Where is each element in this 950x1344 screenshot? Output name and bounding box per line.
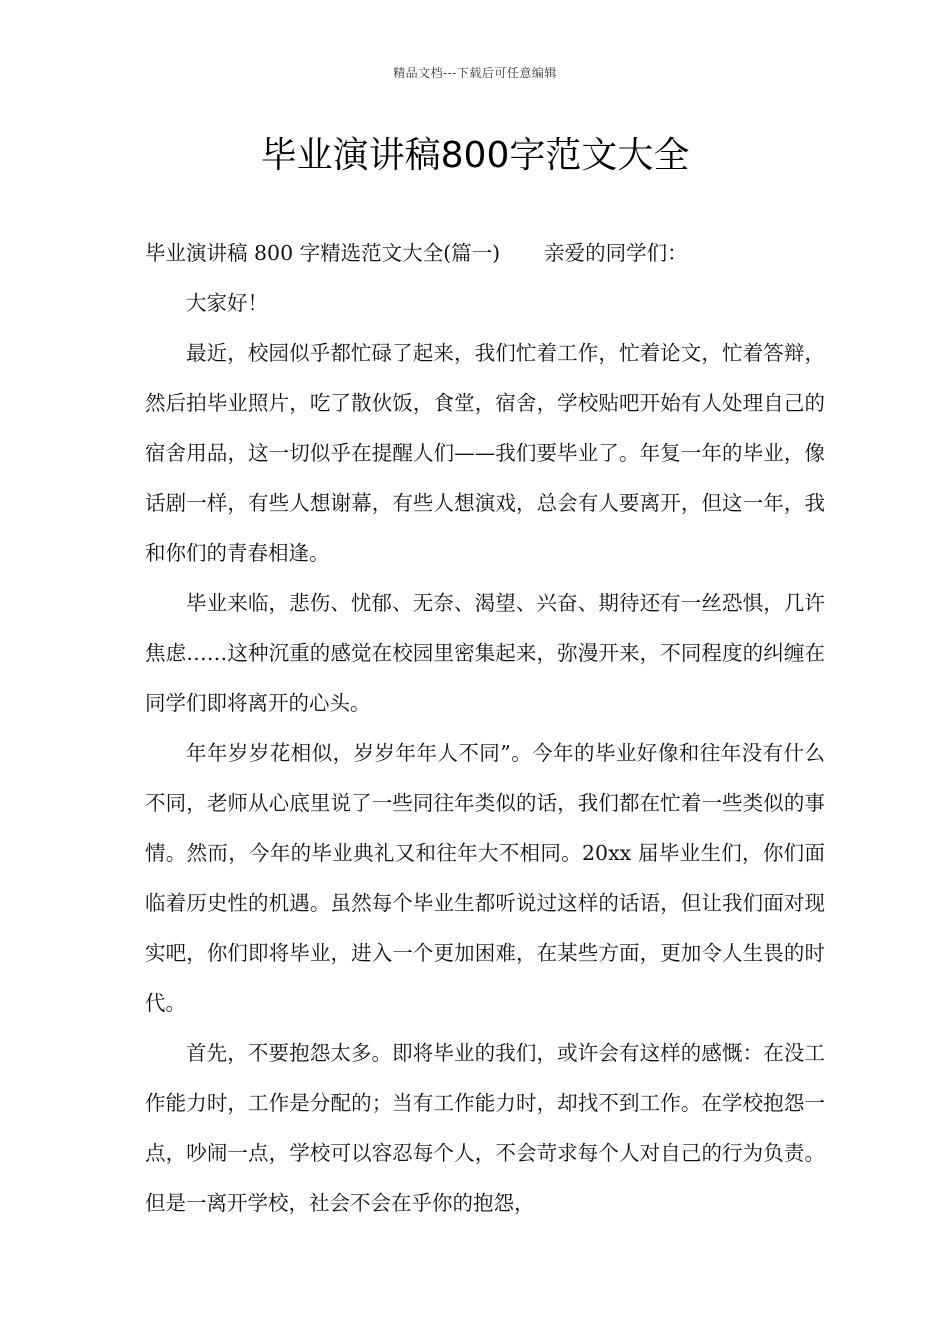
subtitle-part-2: 亲爱的同学们： xyxy=(544,241,688,265)
paragraph: 毕业来临，悲伤、忧郁、无奈、渴望、兴奋、期待还有一丝恐惧，几许焦虑……这种沉重的感觉在校园里密集起来，弥漫开来，不同程度的纠缠在同学们即将离开的心头。 xyxy=(145,591,825,715)
document-body xyxy=(145,228,825,1228)
subtitle-line xyxy=(145,228,825,278)
header-note: 精品文档---下载后可任意编辑 xyxy=(393,66,557,80)
paragraph: 年年岁岁花相似，岁岁年年人不同”。今年的毕业好像和往年没有什么不同，老师从心底里说了一些同往年类似的话，我们都在忙着一些类似的事情。然而，今年的毕业典礼又和往年大不相同。20xx 届毕业生们，你们面临着历史性的机遇。虽然每个毕业生都听说过这样的话语，但让我们面对现实吧，你们即将毕业，进入一个更加困难，在某些方面，更加令人生畏的时代。 xyxy=(145,741,825,1015)
paragraph: 首先，不要抱怨太多。即将毕业的我们，或许会有这样的感慨：在没工作能力时，工作是分配的；当有工作能力时，却找不到工作。在学校抱怨一点，吵闹一点，学校可以容忍每个人，不会苛求每个人对自己的行为负责。但是一离开学校，社会不会在乎你的抱怨， xyxy=(145,1041,825,1215)
subtitle-part-1: 毕业演讲稿 800 字精选范文大全(篇一) xyxy=(145,241,501,265)
paragraph: 最近，校园似乎都忙碌了起来，我们忙着工作，忙着论文，忙着答辩，然后拍毕业照片，吃了散伙饭，食堂，宿舍，学校贴吧开始有人处理自己的宿舍用品，这一切似乎在提醒人们——我们要毕业了。年复一年的毕业，像话剧一样，有些人想谢幕，有些人想演戏，总会有人要离开，但这一年，我和你们的青春相逢。 xyxy=(145,341,825,565)
document-title: 毕业演讲稿800字范文大全 xyxy=(260,135,690,176)
paragraph: 大家好！ xyxy=(186,291,268,315)
